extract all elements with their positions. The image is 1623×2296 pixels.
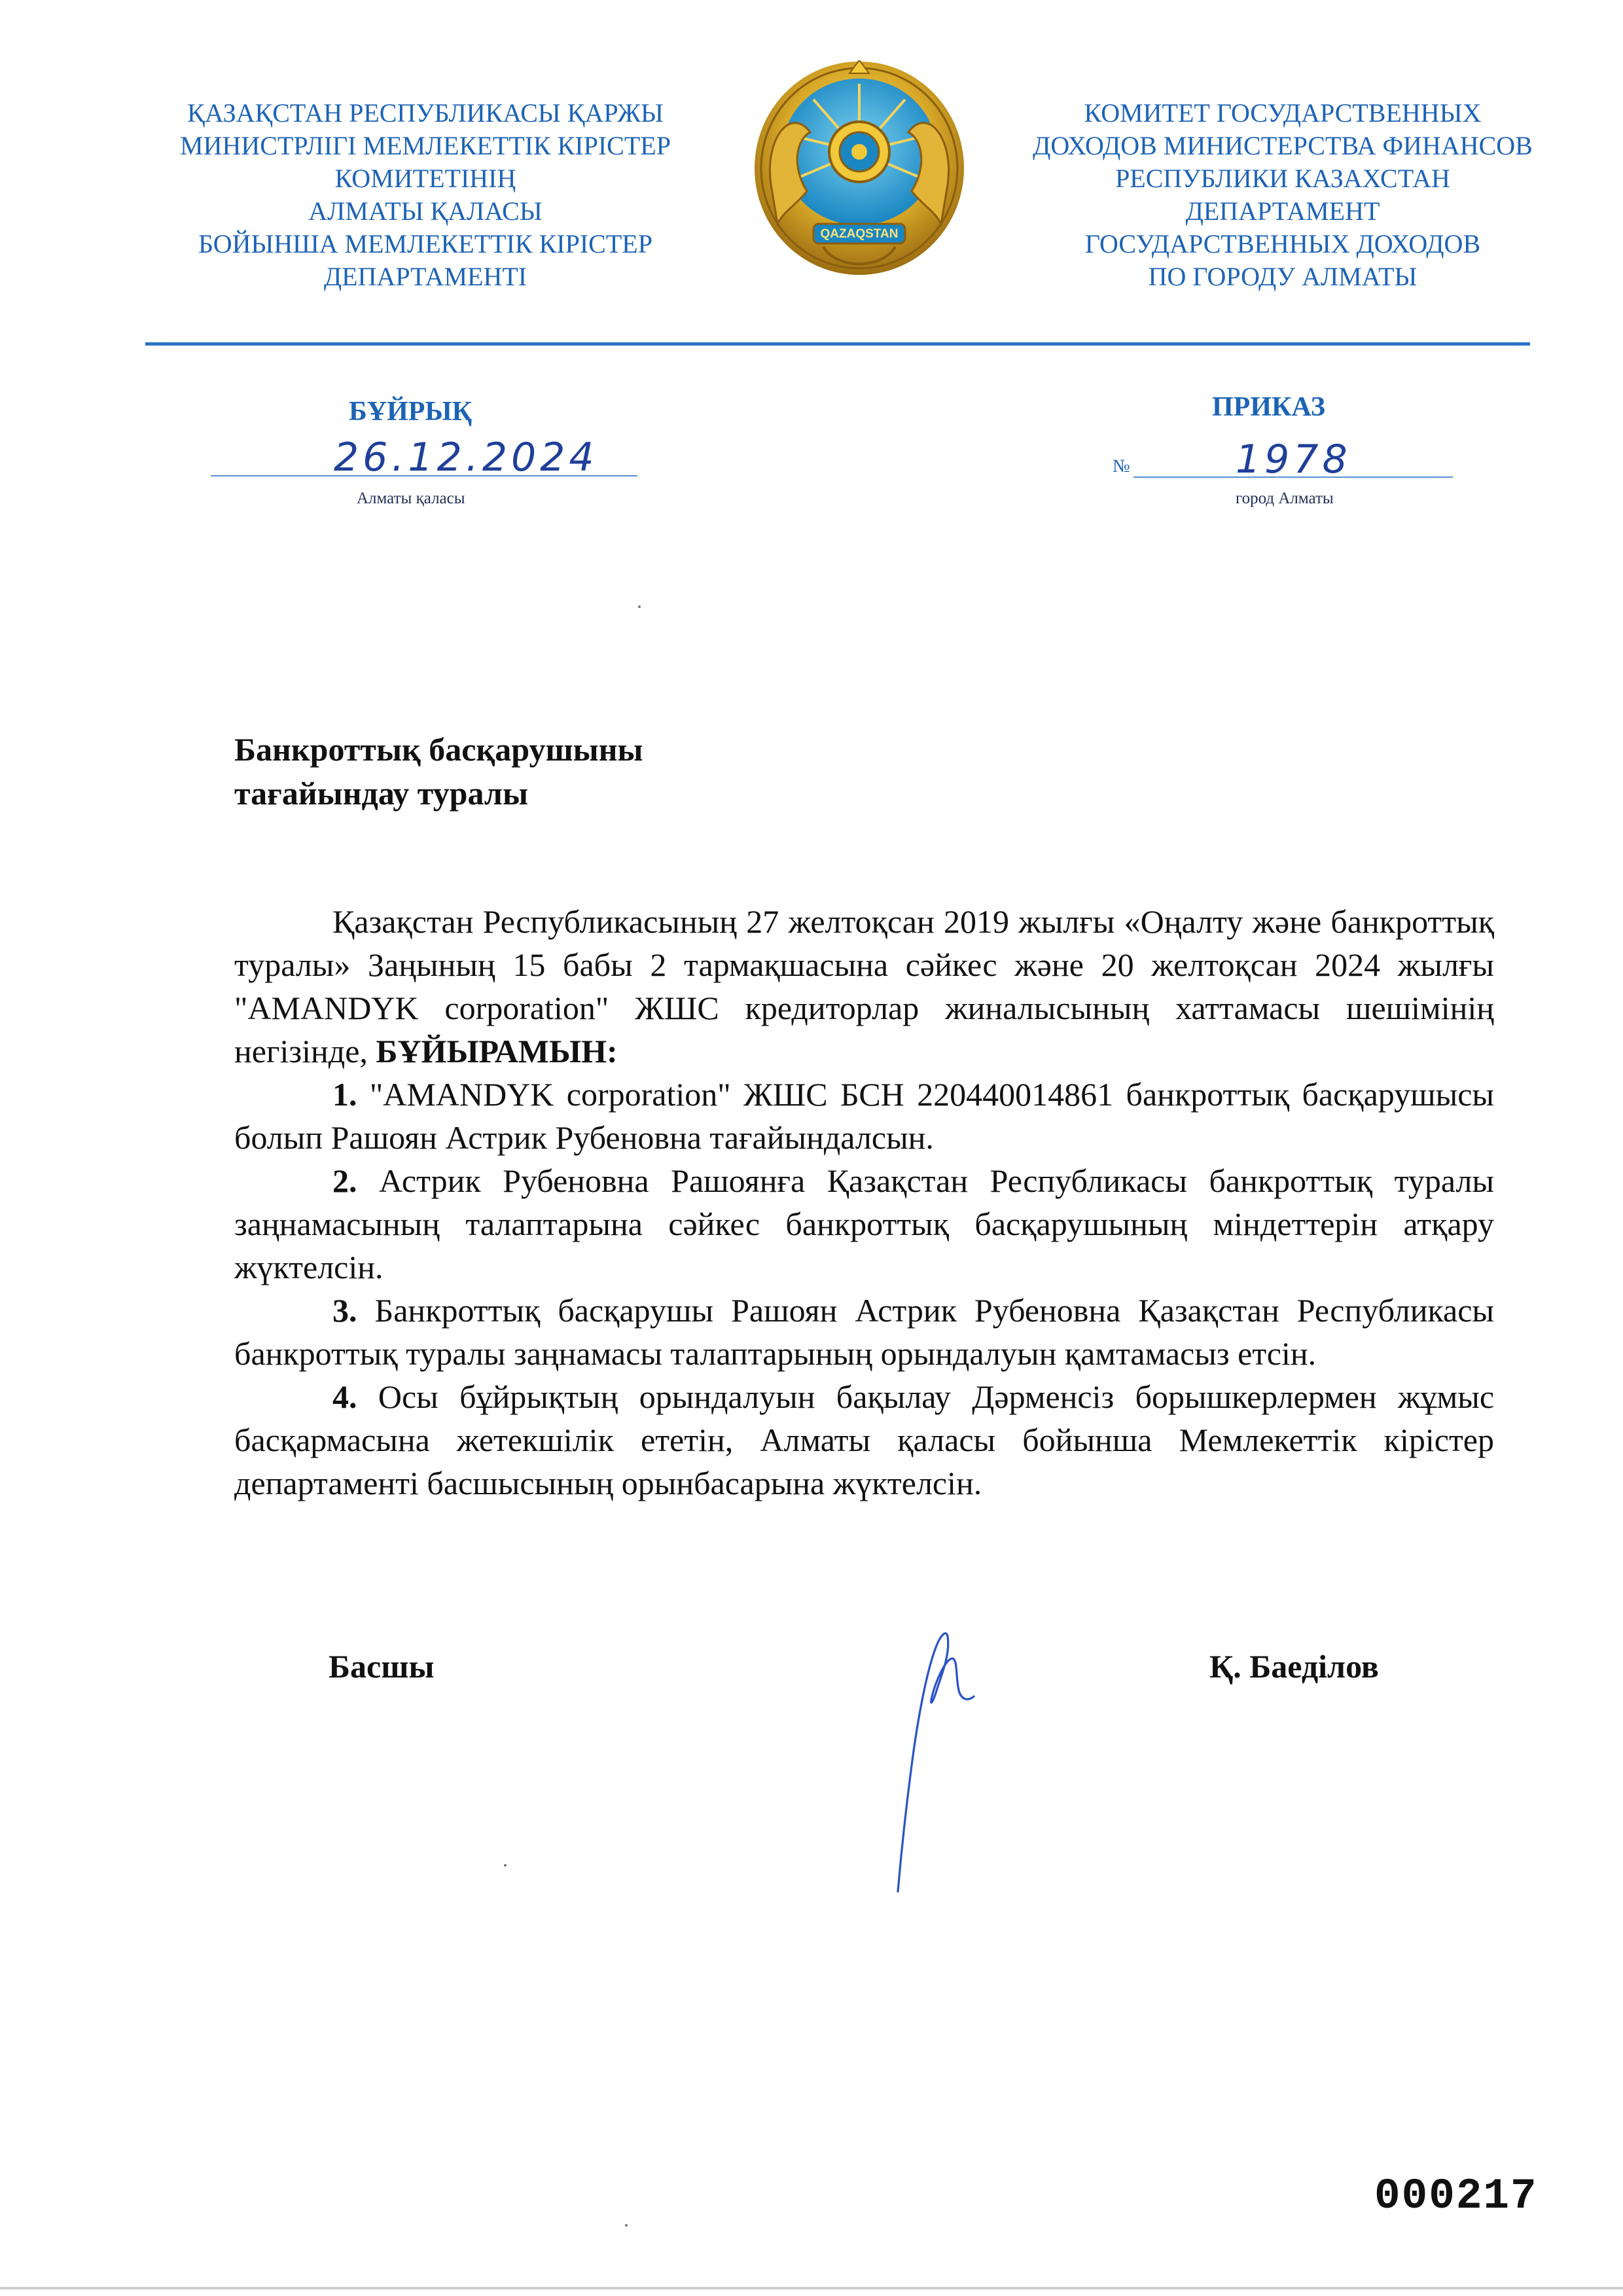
command-word: БҰЙЫРАМЫН:	[376, 1033, 618, 1069]
serial-number: 000217	[1374, 2172, 1538, 2221]
item-number: 2.	[332, 1162, 357, 1199]
header-ru-line: ДЕПАРТАМЕНТ	[1185, 196, 1380, 226]
subject-line: тағайындау туралы	[234, 775, 529, 812]
header-kz	[141, 97, 710, 293]
header-ru-line: РЕСПУБЛИКИ КАЗАХСТАН	[1115, 164, 1450, 193]
header-ru-line: ДОХОДОВ МИНИСТЕРСТВА ФИНАНСОВ	[1033, 131, 1533, 160]
header-kz-line: ҚАЗАҚСТАН РЕСПУБЛИКАСЫ ҚАРЖЫ	[187, 98, 664, 128]
item-number: 3.	[332, 1292, 357, 1329]
city-kz: Алматы қаласы	[357, 490, 465, 507]
header-ru	[995, 97, 1571, 293]
header-kz-line: КОМИТЕТІНІҢ	[334, 164, 516, 193]
item-number: 1.	[332, 1076, 357, 1113]
header-ru-line: ГОСУДАРСТВЕННЫХ ДОХОДОВ	[1084, 229, 1481, 259]
subject-line: Банкроттық басқарушыны	[234, 731, 643, 768]
handwritten-signature-icon	[864, 1610, 1014, 1898]
header-kz-line: АЛМАТЫ ҚАЛАСЫ	[308, 196, 543, 226]
number-sign: №	[1113, 456, 1130, 476]
item-text: Банкроттық басқарушы Рашоян Астрик Рубеновна Қазақстан Республикасы банкроттық туралы заңнамасы талаптарының орындалуын қамтамасыз етсін.	[234, 1292, 1494, 1372]
header-kz-line: МИНИСТРЛІГІ МЕМЛЕКЕТТІК КІРІСТЕР	[180, 131, 671, 160]
header-ru-line: КОМИТЕТ ГОСУДАРСТВЕННЫХ	[1084, 98, 1482, 128]
page-bottom-edge	[0, 2287, 1623, 2289]
preamble-text: Қазақстан Республикасының 27 желтоқсан 2019 жылғы «Оңалту және банкроттық туралы» Заңының 15 бабы 2 тармақшасына сәйкес және 20 желтоқсан 2024 жылғы "AMANDYK corporation" ЖШС кредиторлар жиналысының хаттамасы шешімінің негізінде,	[234, 903, 1494, 1069]
header-kz-line: ДЕПАРТАМЕНТІ	[323, 262, 527, 291]
order-type-ru: ПРИКАЗ	[1212, 392, 1325, 422]
scan-speck	[638, 605, 641, 608]
order-item	[234, 1159, 1494, 1289]
order-subject	[234, 728, 643, 816]
signer-name: Қ. Баеділов	[1209, 1648, 1379, 1685]
item-text: "AMANDYK corporation" ЖШС БСН 220440014861 банкроттық басқарушысы болып Рашоян Астрик Рубеновна тағайындалсын.	[234, 1076, 1495, 1156]
scan-speck	[504, 1864, 507, 1867]
kazakhstan-state-emblem-icon	[751, 60, 967, 280]
order-number: 1978	[1236, 437, 1351, 482]
order-date: 26.12.2024	[334, 435, 598, 480]
item-text: Астрик Рубеновна Рашоянға Қазақстан Республикасы банкроттық туралы заңнамасының талаптарына сәйкес банкроттық басқарушының міндеттерін атқару жүктелсін.	[234, 1162, 1494, 1285]
header-kz-line: БОЙЫНША МЕМЛЕКЕТТІК КІРІСТЕР	[198, 229, 652, 259]
emblem-text: QAZAQSTAN	[820, 227, 899, 241]
order-body	[234, 900, 1494, 1505]
order-type-kz: БҰЙРЫҚ	[349, 397, 473, 427]
item-number: 4.	[332, 1378, 357, 1415]
date-underline	[211, 475, 637, 476]
order-item	[234, 1073, 1494, 1159]
order-item	[234, 1289, 1494, 1375]
city-ru: город Алматы	[1236, 490, 1334, 507]
number-underline	[1133, 476, 1453, 478]
header-divider	[145, 342, 1530, 346]
preamble-paragraph	[234, 900, 1494, 1073]
header-ru-line: ПО ГОРОДУ АЛМАТЫ	[1148, 262, 1418, 291]
signer-title: Басшы	[329, 1648, 435, 1685]
scan-speck	[625, 2224, 628, 2227]
order-item	[234, 1375, 1494, 1505]
item-text: Осы бұйрықтың орындалуын бақылау Дәрменсіз борышкерлермен жұмыс басқармасына жетекшілік ететін, Алматы қаласы бойынша Мемлекеттік кірістер департаменті басшысының орынбасарына жүктелсін.	[234, 1378, 1495, 1501]
